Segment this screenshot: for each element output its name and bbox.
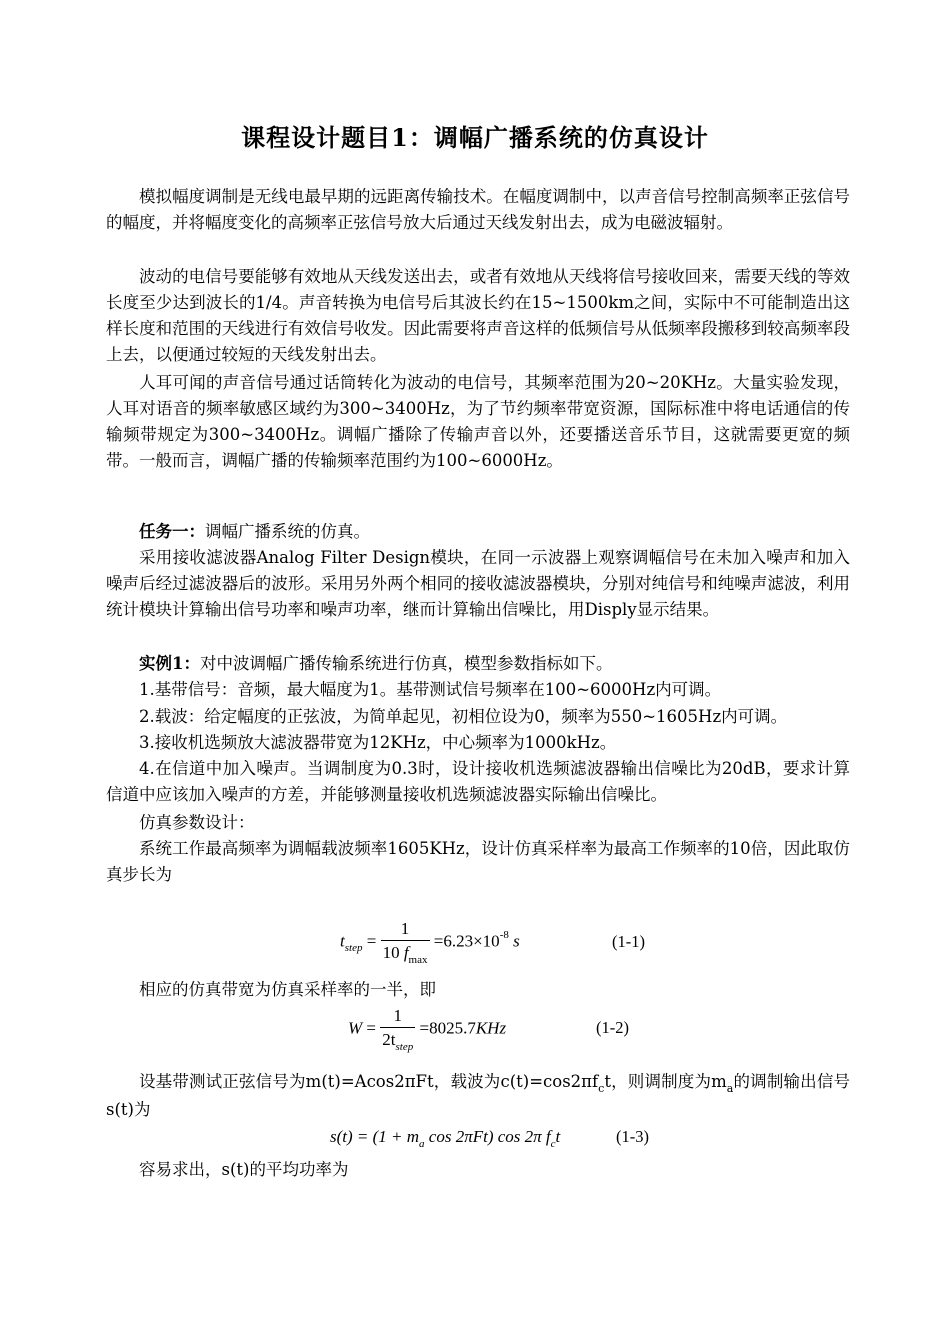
intro-paragraph-2: 波动的电信号要能够有效地从天线发送出去，或者有效地从天线将信号接收回来，需要天线的等效长度至少达到波长的1/4。声音转换为电信号后其波长约在15~1500km之间，实际中不可能制造出这样长度和范围的天线进行有效信号收发。因此需要将声音这样的低频信号从低频率段搬移到较高频率段上去，以便通过较短的天线发射出去。 xyxy=(106,267,850,364)
sim-param-label: 仿真参数设计： xyxy=(139,813,255,832)
eq1-rhs: =6.23×10 xyxy=(433,931,500,951)
eq1-fraction xyxy=(381,918,430,967)
eq2-denominator: $2t_{step}$ xyxy=(382,1030,414,1053)
task1-text: 调幅广播系统的仿真。 xyxy=(205,522,370,541)
power-text: 容易求出，s(t)的平均功率为 xyxy=(139,1160,349,1179)
sim-param-text: 系统工作最高频率为调幅载波频率1605KHz，设计仿真采样率为最高工作频率的10倍，因此取仿真步长为 xyxy=(106,839,850,884)
list-item-3: 3.接收机选频放大滤波器带宽为12KHz，中心频率为1000kHz。 xyxy=(139,733,617,752)
eq2-numerator: 1 xyxy=(380,1005,415,1028)
eq1-lhs-sub: step xyxy=(344,942,363,955)
task1-label: 任务一： xyxy=(139,522,205,541)
eq1-unit: s xyxy=(513,931,520,951)
page-title: 课程设计题目1：调幅广播系统的仿真设计 xyxy=(241,123,709,152)
list-item-2: 2.载波：给定幅度的正弦波，为简单起见，初相位设为0，频率为550~1605Hz内可调。 xyxy=(139,707,788,726)
equation-3-number: (1-3) xyxy=(616,1127,649,1146)
intro-paragraph-3: 人耳可闻的声音信号通过话筒转化为波动的电信号，其频率范围为20~20KHz。大量实验发现，人耳对语音的频率敏感区域约为300~3400Hz，为了节约频率带宽资源，国际标准中将电话通信的传输频带规定为300~3400Hz。调幅广播除了传输声音以外，还要播送音乐节目，这就需要更宽的频带。一般而言，调幅广播的传输频率范围约为100~6000Hz。 xyxy=(106,373,850,470)
example1-text: 对中波调幅广播传输系统进行仿真，模型参数指标如下。 xyxy=(199,654,613,673)
intro-paragraph-1: 模拟幅度调制是无线电最早期的远距离传输技术。在幅度调制中，以声音信号控制高频率正弦信号的幅度，并将幅度变化的高频率正弦信号放大后通过天线发射出去，成为电磁波辐射。 xyxy=(106,187,850,232)
eq2-rhs: =8025.7 xyxy=(419,1018,476,1038)
example1-heading xyxy=(139,651,612,677)
task1-description: 采用接收滤波器Analog Filter Design模块，在同一示波器上观察调幅信号在未加入噪声和加入噪声后经过滤波器后的波形。采用另外两个相同的接收滤波器模块，分别对纯信号和纯噪声滤波，利用统计模块计算输出信号功率和噪声功率，继而计算输出信噪比，用Disply显示结果。 xyxy=(106,548,850,619)
equation-1: $t_{step}$ = $\frac{1}{10 f_{max}}$ $=6.23\times 10^{-8}$ s xyxy=(340,919,520,966)
eq2-unit: KHz xyxy=(475,1018,507,1038)
eq1-lhs: t xyxy=(340,931,345,951)
eq1-numerator: 1 xyxy=(381,918,430,941)
example1-label: 实例1： xyxy=(139,654,200,673)
equation-1-number: (1-1) xyxy=(612,932,645,951)
modulation-text: 设基带测试正弦信号为m(t)=Acos2πFt，载波为$c(t)=\cos 2\pi f_ct$，则调制度为$m_a$的调制输出信号s(t)为 xyxy=(106,1072,851,1119)
equation-3: $s(t) = (1 + m_a$ cos 2πFt) cos 2π $f_ct$ xyxy=(330,1127,561,1150)
task1-heading xyxy=(139,519,370,545)
eq2-lhs: W xyxy=(348,1018,363,1038)
equation-2: W = $\frac{1}{2t_{step}}$ =8025.7KHz xyxy=(348,1006,507,1053)
eq1-denominator: 10 $f_{max}$ xyxy=(382,943,428,966)
list-item-4: 4.在信道中加入噪声。当调制度为0.3时，设计接收机选频滤波器输出信噪比为20dB，要求计算信道中应该加入噪声的方差，并能够测量接收机选频滤波器实际输出信噪比。 xyxy=(106,759,850,804)
bandwidth-text: 相应的仿真带宽为仿真采样率的一半，即 xyxy=(139,980,436,999)
eq2-fraction xyxy=(380,1005,415,1054)
eq1-rhs-exponent: -8 xyxy=(499,929,509,942)
list-item-1: 1.基带信号：音频，最大幅度为1。基带测试信号频率在100~6000Hz内可调。 xyxy=(139,680,722,699)
equation-2-number: (1-2) xyxy=(596,1018,629,1037)
